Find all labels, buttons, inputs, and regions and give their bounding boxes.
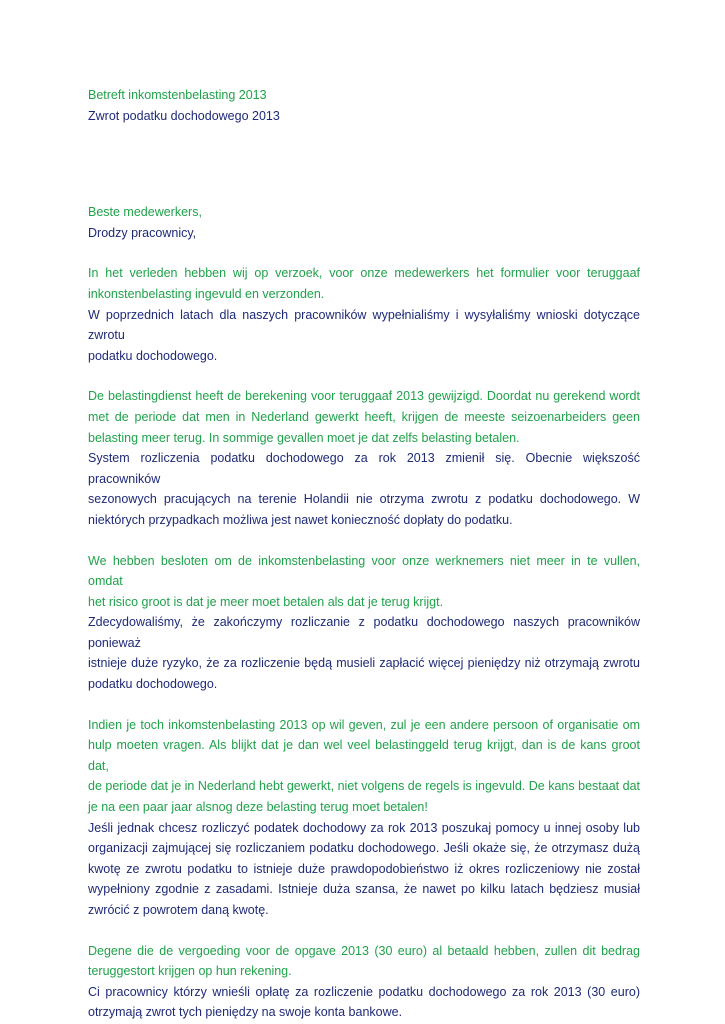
paragraph-2-nl-line: De belastingdienst heeft de berekening voor teruggaaf 2013 gewijzigd. Doordat nu gerekend wordt [88, 389, 640, 404]
paragraph-5 [88, 941, 640, 1023]
subject-dutch: Betreft inkomstenbelasting 2013 [88, 88, 267, 102]
paragraph-5-pl-line: otrzymają zwrot tych pieniędzy na swoje konta bankowe. [88, 1005, 403, 1020]
letter-body [88, 243, 640, 1023]
paragraph-3-nl-line: het risico groot is dat je meer moet betalen als dat je terug krijgt. [88, 594, 444, 609]
paragraph-2 [88, 386, 640, 530]
subject-block [88, 85, 640, 126]
paragraph-2-nl-line: met de periode dat men in Nederland gewerkt heeft, krijgen de meeste seizoenarbeiders geen [88, 409, 640, 424]
subject-polish: Zwrot podatku dochodowego 2013 [88, 108, 280, 123]
paragraph-2-nl-line: belasting meer terug. In sommige gevallen moet je dat zelfs belasting betalen. [88, 430, 520, 445]
paragraph-1 [88, 263, 640, 366]
paragraph-3-pl-line: istnieje duże ryzyko, że za rozliczenie będą musieli zapłacić więcej pieniędzy niż otrzymają zwrotu [88, 656, 640, 671]
greeting-block [88, 202, 640, 243]
letter [88, 85, 640, 1023]
paragraph-5-nl-line: Degene die de vergoeding voor de opgave 2013 (30 euro) al betaald hebben, zullen dit bedrag [88, 943, 640, 958]
paragraph-5-nl-line: teruggestort krijgen op hun rekening. [88, 964, 292, 979]
paragraph-3-pl-line: podatku dochodowego. [88, 677, 218, 692]
paragraph-4 [88, 715, 640, 921]
paragraph-3-nl-line: We hebben besloten om de inkomstenbelasting voor onze werknemers niet meer in te vullen, omdat [88, 553, 640, 589]
paragraph-1-nl-line: inkonstenbelasting ingevuld en verzonden. [88, 286, 325, 301]
greeting-dutch: Beste medewerkers, [88, 205, 202, 220]
paragraph-3 [88, 551, 640, 695]
paragraph-4-pl-line: zwrócić z powrotem daną kwotę. [88, 903, 269, 917]
paragraph-3-pl-line: Zdecydowaliśmy, że zakończymy rozliczanie z podatku dochodowego naszych pracowników ponieważ [88, 615, 640, 650]
paragraph-4-nl-line: hulp moeten vragen. Als blijkt dat je dan wel veel belastinggeld terug krijgt, dan is de kans groot dat, [88, 738, 640, 773]
paragraph-1-pl-line: W poprzednich latach dla naszych pracowników wypełnialiśmy i wysyłaliśmy wnioski dotyczące zwrotu [88, 307, 640, 343]
greeting-polish: Drodzy pracownicy, [88, 225, 197, 240]
paragraph-2-pl-line: sezonowych pracujących na terenie Holandii nie otrzyma zwrotu z podatku dochodowego. W [88, 492, 640, 507]
paragraph-4-nl-line: je na een paar jaar alsnog deze belasting terug moet betalen! [88, 800, 428, 815]
paragraph-5-pl-line: Ci pracownicy którzy wnieśli opłatę za rozliczenie podatku dochodowego za rok 2013 (30 euro) [88, 984, 640, 999]
paragraph-4-nl-line: de periode dat je in Nederland hebt gewerkt, niet volgens de regels is ingevuld. De kans bestaat dat [88, 779, 640, 794]
paragraph-4-pl-line: wypełniony zgodnie z zasadami. Istnieje duża szansa, że nawet po kilku latach będziesz musiał [88, 882, 640, 897]
paragraph-4-pl-line: kwotę ze zwrotu podatku to istnieje duże prawdopodobieństwo iż okres rozliczeniowy nie został [88, 861, 640, 876]
paragraph-1-nl-line: In het verleden hebben wij op verzoek, voor onze medewerkers het formulier voor teruggaaf [88, 266, 640, 281]
paragraph-2-pl-line: System rozliczenia podatku dochodowego za rok 2013 zmienił się. Obecnie większość pracowników [88, 451, 640, 486]
paragraph-1-pl-line: podatku dochodowego. [88, 348, 218, 363]
paragraph-2-pl-line: niektórych przypadkach możliwa jest nawet konieczność dopłaty do podatku. [88, 512, 513, 527]
paragraph-4-pl-line: organizacji zajmującej się rozliczaniem podatku dochodowego. Jeśli okaże się, że otrzymasz dużą [88, 841, 640, 856]
paragraph-4-nl-line: Indien je toch inkomstenbelasting 2013 op wil geven, zul je een andere persoon of organisatie om [88, 717, 640, 732]
paragraph-4-pl-line: Jeśli jednak chcesz rozliczyć podatek dochodowy za rok 2013 poszukaj pomocy u innej osoby lub [88, 820, 640, 835]
